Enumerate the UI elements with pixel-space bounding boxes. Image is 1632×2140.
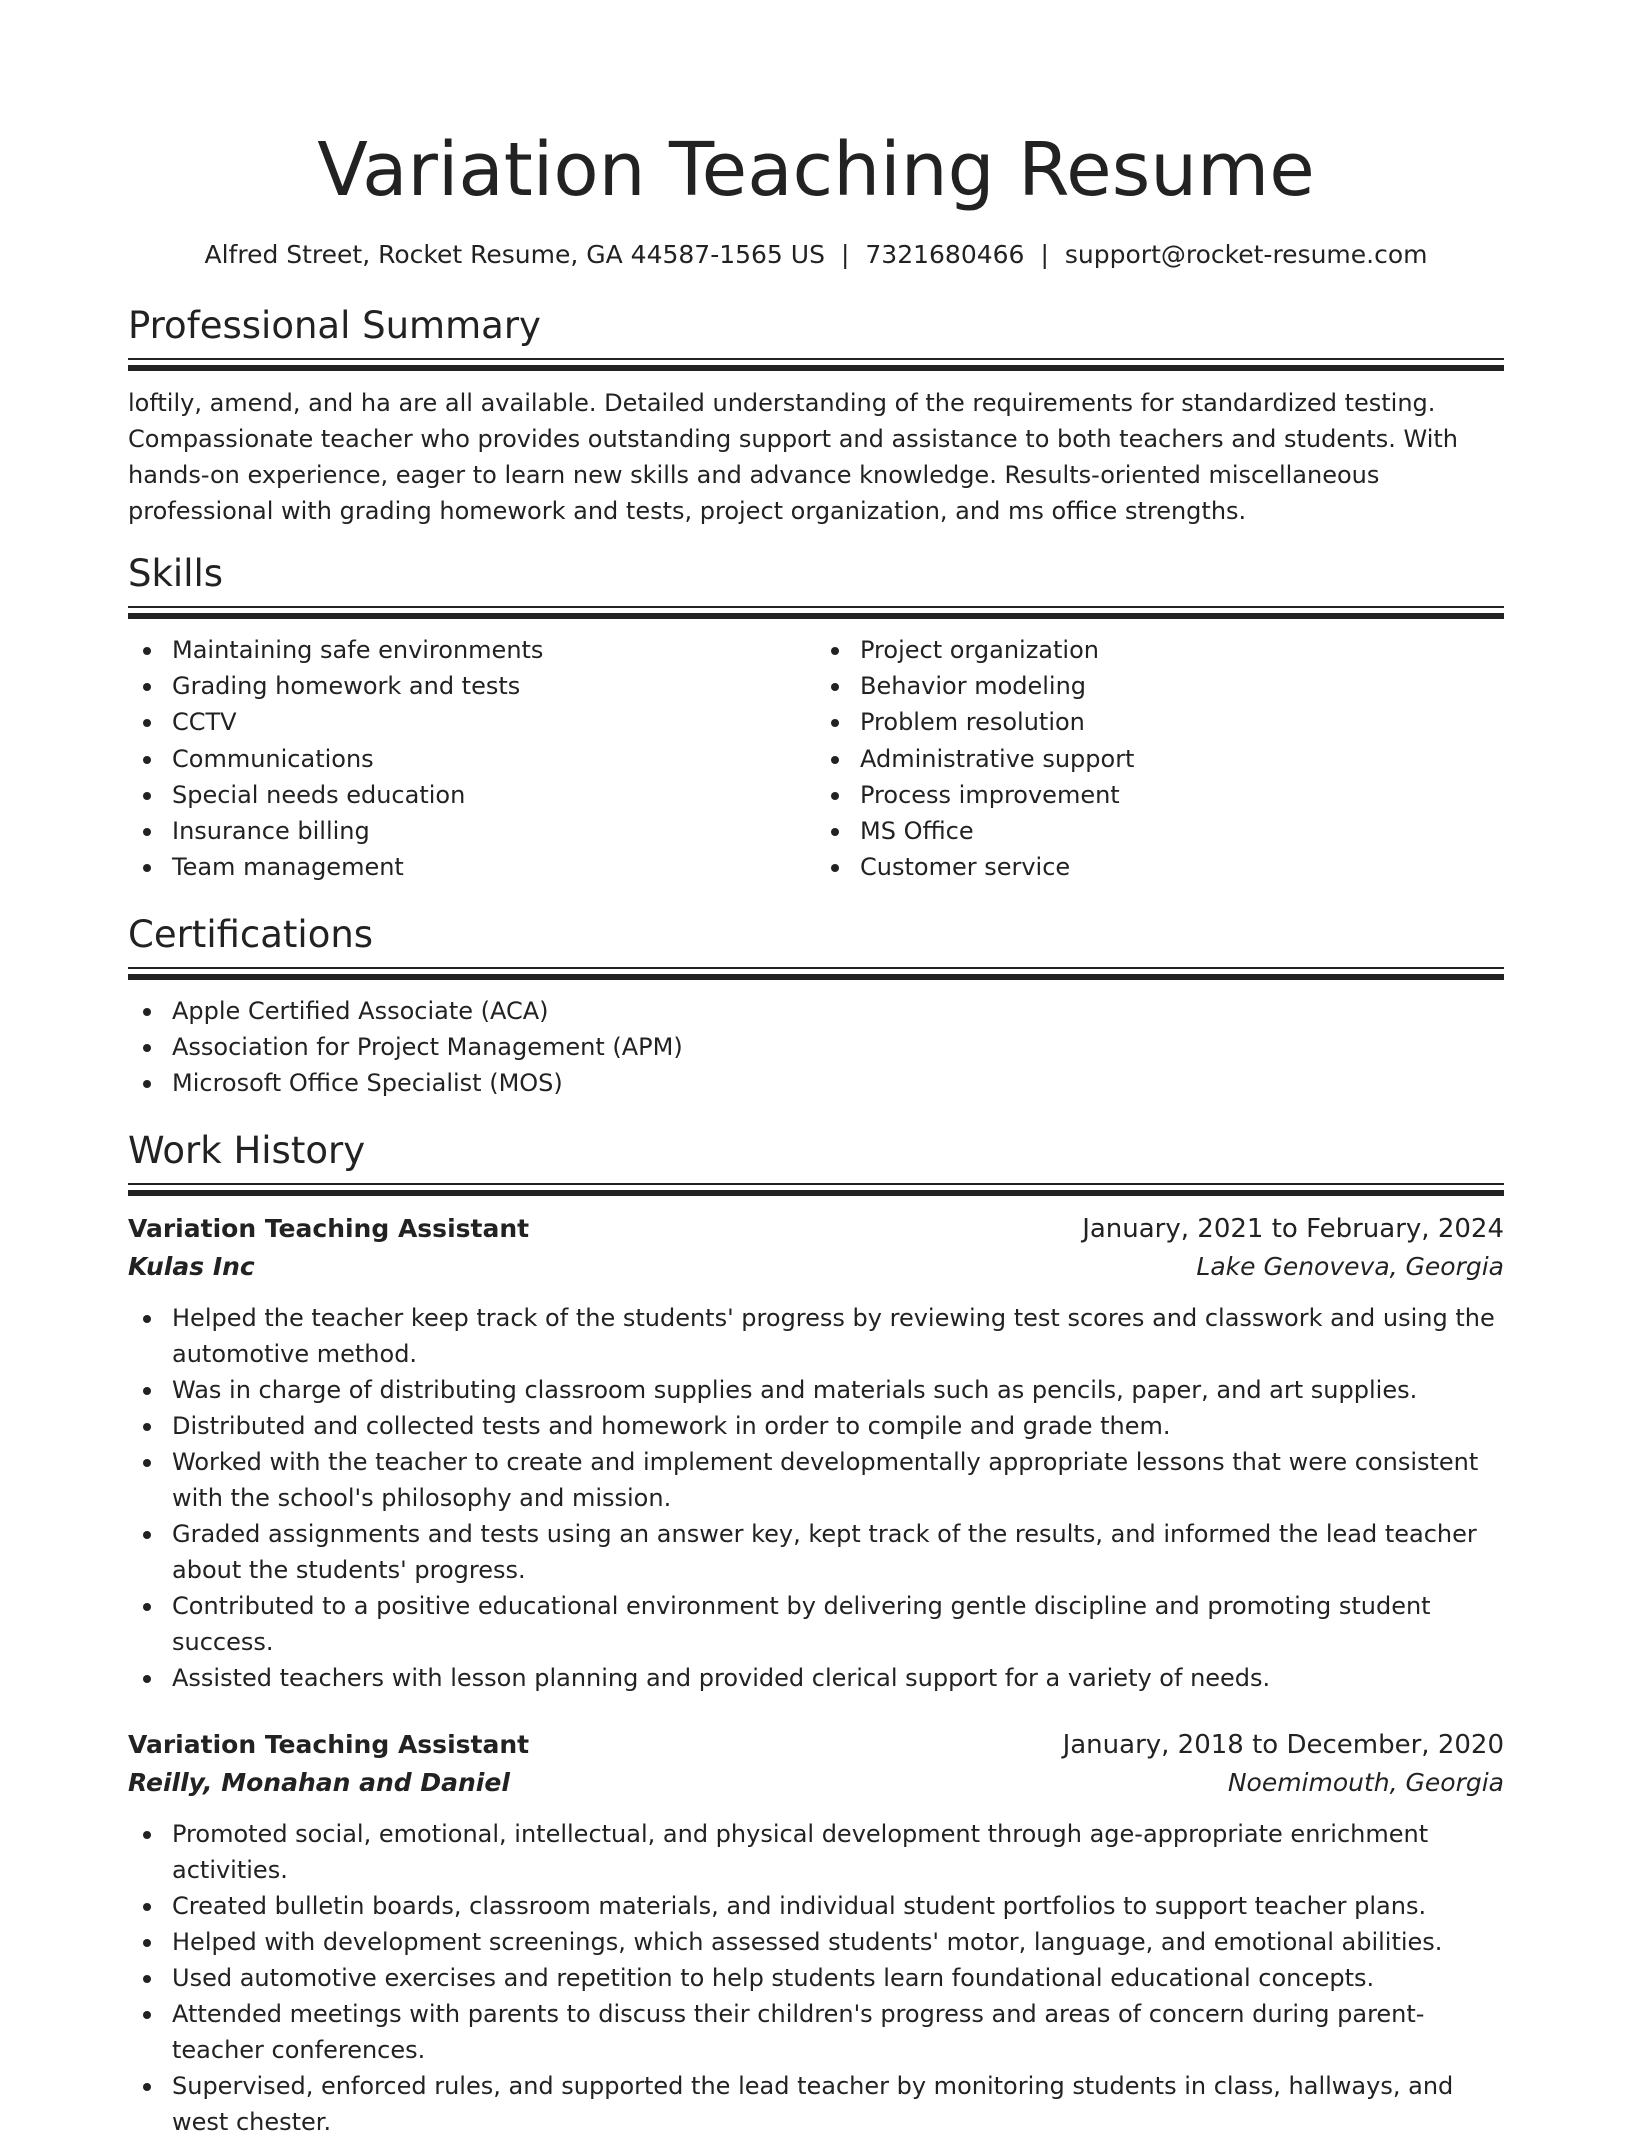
job-bullet: Graded assignments and tests using an answer key, kept track of the results, and informed the lead teacher about the students' progress. <box>172 1516 1504 1588</box>
skill-item: Team management <box>172 849 816 885</box>
job-location: Lake Genoveva, Georgia <box>1196 1252 1504 1282</box>
resume-name: Variation Teaching Resume <box>317 127 1315 213</box>
summary-section <box>128 302 1504 529</box>
skill-item: Administrative support <box>860 741 1504 777</box>
job-dates: January, 2018 to December, 2020 <box>1062 1730 1504 1761</box>
section-divider <box>128 358 1504 371</box>
skills-section <box>128 550 1504 885</box>
skill-item: Insurance billing <box>172 813 816 849</box>
contact-separator: | <box>1040 240 1049 269</box>
contact-phone: 7321680466 <box>865 240 1025 269</box>
job-bullet: Contributed to a positive educational environment by delivering gentle discipline and promoting student success. <box>172 1588 1504 1660</box>
skill-item: Process improvement <box>860 777 1504 813</box>
skills-list-right <box>816 632 1504 885</box>
section-title-summary: Professional Summary <box>128 304 541 347</box>
skills-list-left <box>128 632 816 885</box>
job-bullet: Assisted teachers with lesson planning and provided clerical support for a variety of needs. <box>172 1660 1504 1696</box>
skill-item: Communications <box>172 741 816 777</box>
section-title-certifications: Certifications <box>128 913 374 957</box>
job-bullets <box>128 1300 1504 1696</box>
job-title: Variation Teaching Assistant <box>128 1730 530 1760</box>
skill-item: Special needs education <box>172 777 816 813</box>
job-entry <box>128 1726 1504 2140</box>
skill-item: Project organization <box>860 632 1504 668</box>
job-title: Variation Teaching Assistant <box>128 1214 530 1244</box>
work-history-section <box>128 1127 1504 2140</box>
contact-address: Alfred Street, Rocket Resume, GA 44587-1565 US <box>204 240 825 269</box>
contact-line <box>128 238 1504 272</box>
skill-item: Behavior modeling <box>860 668 1504 704</box>
skill-item: Maintaining safe environments <box>172 632 816 668</box>
job-bullet: Helped the teacher keep track of the students' progress by reviewing test scores and classwork and using the automotive method. <box>172 1300 1504 1372</box>
job-company: Reilly, Monahan and Daniel <box>128 1768 510 1798</box>
job-header <box>128 1210 1504 1248</box>
section-divider <box>128 1183 1504 1196</box>
section-title-skills: Skills <box>128 552 224 595</box>
job-bullet: Created bulletin boards, classroom materials, and individual student portfolios to support teacher plans. <box>172 1888 1504 1924</box>
job-company: Kulas Inc <box>128 1252 255 1282</box>
job-location: Noemimouth, Georgia <box>1227 1768 1504 1798</box>
skill-item: Problem resolution <box>860 704 1504 740</box>
certification-item: Association for Project Management (APM) <box>172 1029 1504 1065</box>
certification-item: Apple Certified Associate (ACA) <box>172 993 1504 1029</box>
certifications-list <box>128 993 1504 1101</box>
job-subheader <box>128 1248 1504 1286</box>
summary-text: loftily, amend, and ha are all available. Detailed understanding of the requirements for standardized testing. Compassionate teacher who provides outstanding support and assistance to both teachers and students. With hands-on experience, eager to learn new skills and advance knowledge. Results-oriented miscellaneous professional with grading homework and tests, project organization, and ms office strengths. <box>128 389 1459 525</box>
skill-item: Customer service <box>860 849 1504 885</box>
job-bullet: Helped with development screenings, which assessed students' motor, language, and emotional abilities. <box>172 1924 1504 1960</box>
certification-item: Microsoft Office Specialist (MOS) <box>172 1065 1504 1101</box>
certifications-section <box>128 911 1504 1101</box>
skill-item: Grading homework and tests <box>172 668 816 704</box>
contact-email: support@rocket-resume.com <box>1064 240 1428 269</box>
job-bullet: Used automotive exercises and repetition to help students learn foundational educational concepts. <box>172 1960 1504 1996</box>
job-bullet: Attended meetings with parents to discuss their children's progress and areas of concern during parent-teacher conferences. <box>172 1996 1504 2068</box>
job-bullet: Supervised, enforced rules, and supported the lead teacher by monitoring students in class, hallways, and west chester. <box>172 2068 1504 2140</box>
job-entry <box>128 1210 1504 1696</box>
section-divider <box>128 606 1504 619</box>
job-bullet: Distributed and collected tests and homework in order to compile and grade them. <box>172 1408 1504 1444</box>
job-bullet: Worked with the teacher to create and implement developmentally appropriate lessons that were consistent with the school's philosophy and mission. <box>172 1444 1504 1516</box>
section-title-work-history: Work History <box>128 1129 366 1173</box>
job-bullets <box>128 1816 1504 2140</box>
job-dates: January, 2021 to February, 2024 <box>1082 1214 1504 1245</box>
resume-page <box>128 0 1504 2140</box>
job-bullet: Was in charge of distributing classroom supplies and materials such as pencils, paper, and art supplies. <box>172 1372 1504 1408</box>
job-subheader <box>128 1764 1504 1802</box>
skill-item: MS Office <box>860 813 1504 849</box>
job-bullet: Promoted social, emotional, intellectual, and physical development through age-appropriate enrichment activities. <box>172 1816 1504 1888</box>
job-header <box>128 1726 1504 1764</box>
skills-columns <box>128 632 1504 885</box>
contact-separator: | <box>840 240 850 269</box>
skill-item: CCTV <box>172 704 816 740</box>
section-divider <box>128 967 1504 980</box>
